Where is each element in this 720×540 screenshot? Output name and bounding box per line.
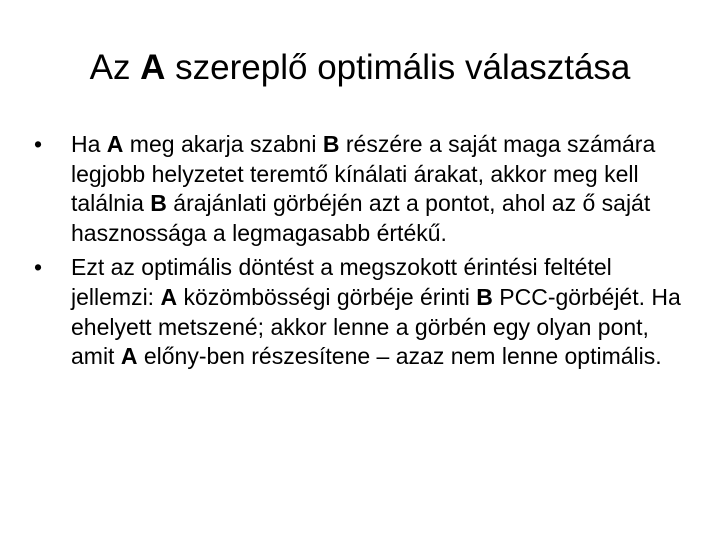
bullet-2-bold-2: B — [476, 283, 493, 310]
title-suffix: szereplő optimális választása — [165, 48, 631, 87]
bullet-icon: • — [34, 254, 43, 281]
bullet-2-part-4: előny-ben részesítene – azaz nem lenne optimális. — [137, 343, 662, 370]
bullet-item-1 — [34, 130, 694, 248]
bullet-1-part-3: részére a saját maga számára legjobb helyzetet teremtő kínálati árakat, akkor meg kell találnia — [71, 131, 656, 217]
title-bold-a: A — [140, 48, 166, 87]
bullet-2-text — [71, 254, 681, 369]
bullet-1-bold-2: B — [322, 131, 340, 157]
slide-title — [0, 44, 720, 92]
bullet-1-part-4: árajánlati görbéjén azt a pontot, ahol az ő saját hasznossága a legmagasabb értékű. — [71, 190, 651, 246]
bullet-1-text — [71, 131, 655, 246]
bullet-2-bold-1: A — [160, 283, 178, 310]
bullet-list — [34, 130, 694, 372]
bullet-1-part-2: meg akarja szabni — [123, 131, 323, 157]
bullet-icon: • — [34, 131, 43, 157]
bullet-1-part-1: Ha — [71, 131, 107, 157]
bullet-2-bold-3: A — [120, 343, 138, 370]
title-prefix: Az — [89, 48, 141, 87]
bullet-1-bold-3: B — [150, 190, 167, 217]
bullet-item-2 — [34, 253, 694, 371]
bullet-2-part-2: közömbösségi görbéje érinti — [177, 283, 477, 310]
bullet-2-part-3: PCC-görbéjét. Ha ehelyett metszené; akkor lenne a görbén egy olyan pont, amit — [71, 283, 681, 370]
bullet-2-part-1: Ezt az optimális döntést a megszokott érintési feltétel jellemzi: — [71, 254, 612, 310]
slide-content — [34, 130, 694, 377]
bullet-1-bold-1: A — [106, 131, 124, 157]
